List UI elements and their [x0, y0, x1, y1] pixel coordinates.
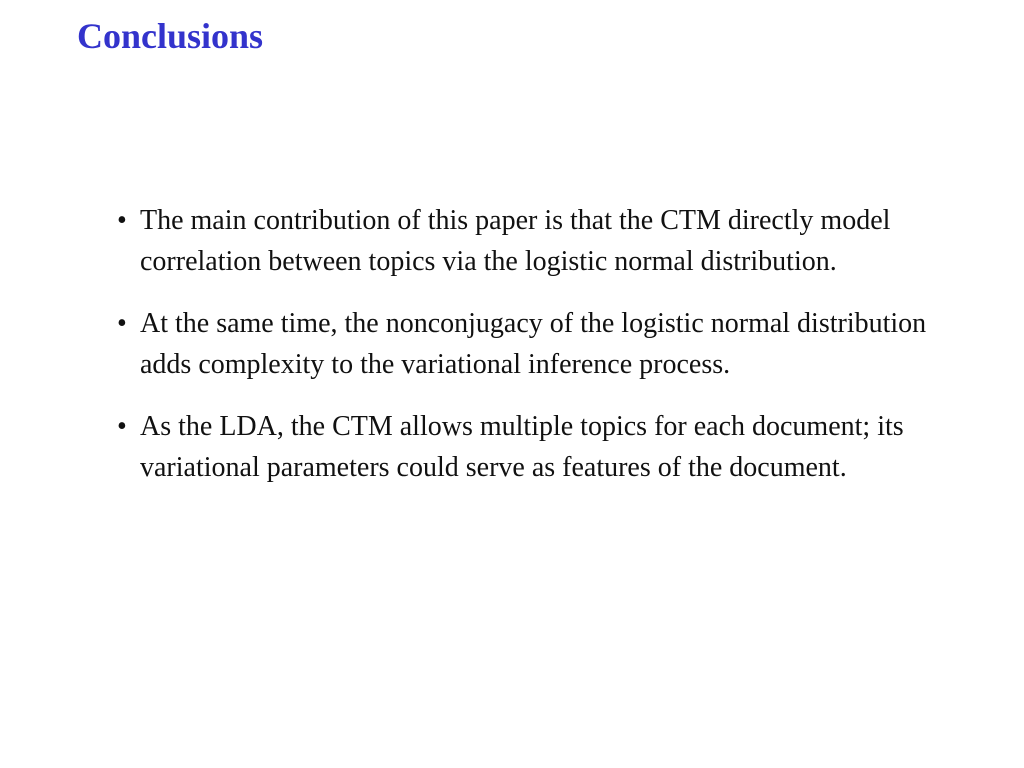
bullet-dot-icon: •: [117, 411, 127, 442]
bullet-text: At the same time, the nonconjugacy of the logistic normal distribution adds complexity to the variational inference process.: [140, 308, 927, 380]
bullet-item: [117, 303, 947, 385]
bullet-text: The main contribution of this paper is that the CTM directly model correlation between topics via the logistic normal distribution.: [140, 205, 891, 277]
bullet-dot-icon: •: [117, 308, 127, 339]
bullet-text: As the LDA, the CTM allows multiple topics for each document; its variational parameters could serve as features of the document.: [140, 411, 904, 483]
bullet-dot-icon: •: [117, 205, 127, 236]
bullet-item: [117, 200, 947, 282]
bullet-item: [117, 406, 947, 488]
bullet-list: [117, 200, 947, 509]
slide-title: Conclusions: [77, 16, 264, 56]
